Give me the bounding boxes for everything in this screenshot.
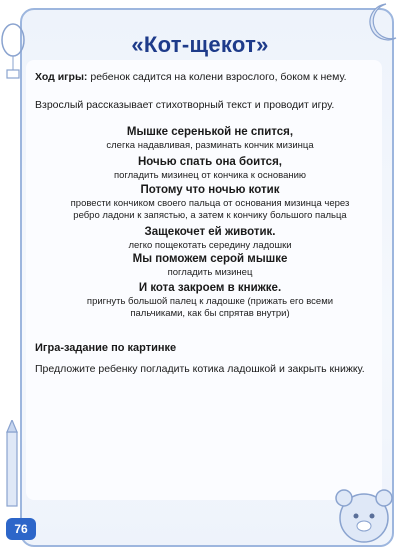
poem-note: провести кончиком своего пальца от основания мизинца через ребро ладони к запястью, а затем к кончику большого пальца	[70, 198, 350, 221]
poem-line: Потому что ночью котик	[140, 184, 280, 196]
task-title: Игра-задание по картинке	[35, 342, 177, 354]
poem-note: слегка надавливая, разминать кончик мизинца	[106, 140, 314, 151]
poem-block-5	[20, 252, 400, 279]
poem-line: Ночью спать она боится,	[138, 156, 282, 168]
crayon-icon	[4, 420, 20, 510]
intro-paragraph	[35, 70, 375, 84]
poem-block-1	[20, 125, 400, 152]
poem-block-6	[20, 281, 400, 320]
poem-note: погладить мизинец	[167, 267, 253, 278]
poem-block-3	[20, 183, 400, 222]
page-number: 76	[6, 518, 36, 540]
poem-note: легко пощекотать середину ладошки	[128, 240, 292, 251]
intro-line-2: Взрослый рассказывает стихотворный текст и проводит игру.	[35, 99, 335, 111]
poem-note: пригнуть большой палец к ладошке (прижать его всеми пальчиками, как бы спрятав внутри)	[86, 296, 334, 319]
poem-note: погладить мизинец от кончика к основанию	[113, 170, 307, 181]
poem-line: Мы поможем серой мышке	[132, 253, 288, 265]
poem-line: И кота закроем в книжке.	[138, 282, 282, 294]
teddy-bear-icon	[326, 480, 400, 551]
poem-block-4	[20, 225, 400, 252]
poem-block-2	[20, 155, 400, 182]
intro-text: ребенок садится на колени взрослого, боком к нему.	[87, 71, 347, 83]
task-text: Предложите ребенку погладить котика ладошкой и закрыть книжку.	[35, 363, 365, 375]
poem-line: Защекочет ей животик.	[144, 226, 276, 238]
intro-label: Ход игры:	[35, 71, 88, 83]
poem-line: Мышке серенькой не спится,	[126, 126, 294, 138]
page-title: «Кот-щекот»	[131, 32, 269, 57]
